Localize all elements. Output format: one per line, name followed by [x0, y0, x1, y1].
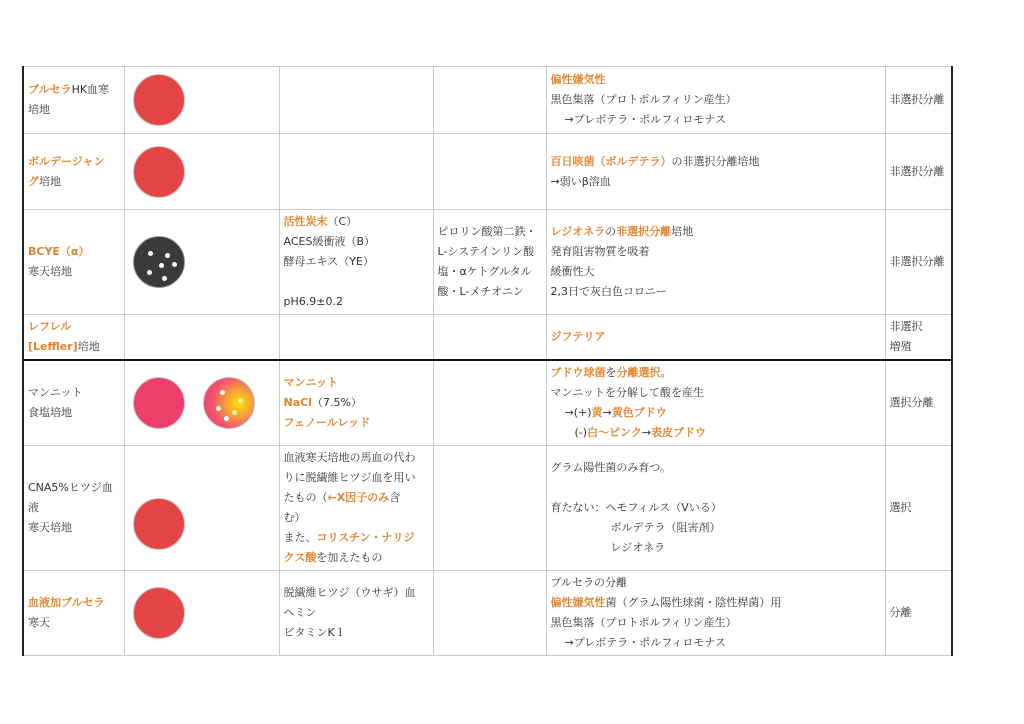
- colony-dot: [159, 263, 164, 268]
- table-row: [23, 360, 952, 446]
- plate-cell: [124, 315, 279, 361]
- medium-name: マンニット: [28, 386, 83, 399]
- medium-name: 寒天培地: [28, 521, 72, 534]
- note-text: →: [602, 406, 612, 419]
- note-text: ブドウ球菌: [550, 366, 606, 379]
- note-line: 黒色集落（プロトポルフィリン産生）: [550, 616, 737, 629]
- medium-name: レフレル: [28, 320, 72, 333]
- additives-cell: [433, 571, 546, 656]
- purpose-line: 非選択: [889, 320, 923, 333]
- table-row: [23, 210, 952, 315]
- note-line: →プレボテラ・ポルフィロモナス: [564, 636, 726, 649]
- component-line: む）: [283, 511, 306, 524]
- additives-cell: [433, 67, 546, 134]
- note-line: 2,3日で灰白色コロニー: [550, 285, 667, 298]
- note-line: グラム陽性菌のみ育つ。: [550, 461, 671, 474]
- plate-cell: [124, 360, 279, 446]
- note-text: の: [605, 225, 617, 238]
- table-row: [23, 315, 952, 361]
- component-text: また、: [283, 531, 317, 544]
- component-line: りに脱繊維ヒツジ血を用い: [283, 471, 416, 484]
- component-line: 血液寒天培地の馬血の代わ: [283, 451, 416, 464]
- note-text: の非選択分離培地: [671, 154, 760, 168]
- medium-name: HK血寒: [71, 83, 110, 96]
- note-line: 偏性嫌気性: [550, 73, 606, 86]
- colony-dot: [232, 410, 237, 415]
- medium-name: 寒天培地: [28, 265, 72, 278]
- colony-dot: [148, 251, 153, 256]
- medium-name-cell: [23, 67, 124, 134]
- note-line: ボルデテラ（阻害剤）: [610, 521, 721, 534]
- table-row: [23, 571, 952, 656]
- medium-name-cell: [23, 315, 124, 361]
- note-text: 非選択分離: [616, 225, 672, 238]
- petri-dish-image: [133, 146, 185, 198]
- component-text: ←X因子のみ: [327, 491, 390, 504]
- purpose-cell: 分離: [885, 571, 952, 656]
- components-cell: [279, 210, 433, 315]
- medium-name: ブルセラ: [28, 83, 72, 96]
- medium-name: ボルデージャン: [28, 154, 105, 168]
- note-line: 緩衝性大: [550, 265, 595, 278]
- note-text: 分離選択: [616, 366, 661, 379]
- colony-dot: [224, 416, 229, 421]
- purpose-cell: 非選択分離: [885, 134, 952, 210]
- table-row: [23, 134, 952, 210]
- component-text: 活性炭末: [283, 215, 328, 228]
- purpose-cell: 非選択分離: [885, 67, 952, 134]
- medium-name: 培地: [39, 174, 61, 188]
- petri-dish-positive-image: [203, 377, 255, 429]
- component-text: （7.5%）: [311, 396, 362, 409]
- note-text: 。: [660, 366, 672, 379]
- notes-cell: [546, 446, 885, 571]
- purpose-cell: 選択: [885, 446, 952, 571]
- medium-name-cell: [23, 210, 124, 315]
- note-line: →プレボテラ・ポルフィロモナス: [564, 113, 726, 126]
- note-text: レジオネラ: [550, 225, 606, 238]
- petri-dish-image: [133, 587, 185, 639]
- components-cell: [279, 360, 433, 446]
- plate-cell: [124, 571, 279, 656]
- note-text: →(+): [564, 406, 592, 419]
- petri-dish-image: [133, 236, 185, 288]
- note-text: 培地: [671, 225, 694, 238]
- component-line: マンニット: [283, 376, 339, 389]
- notes-cell: [546, 571, 885, 656]
- note-text: 白～ピンク: [587, 426, 642, 439]
- plate-cell: [124, 67, 279, 134]
- component-line: ビタミンK１: [283, 626, 346, 639]
- component-text: NaCl: [283, 396, 312, 409]
- components-cell: [279, 446, 433, 571]
- plate-cell: [124, 446, 279, 571]
- medium-name: BCYE（α）: [28, 245, 90, 258]
- note-line: →弱いβ溶血: [550, 174, 611, 188]
- component-line: ACES緩衝液（B）: [283, 235, 375, 248]
- component-text: （C）: [327, 215, 358, 228]
- note-text: (-): [574, 426, 588, 439]
- notes-cell: [546, 360, 885, 446]
- note-text: 偏性嫌気性: [550, 596, 606, 609]
- note-line: レジオネラ: [610, 541, 666, 554]
- medium-name: 培地: [28, 103, 50, 116]
- colony-dot: [238, 398, 243, 403]
- additives-cell: [433, 210, 546, 315]
- component-text: を加えたもの: [316, 551, 383, 564]
- plate-cell: [124, 134, 279, 210]
- medium-name: 寒天: [28, 616, 50, 629]
- colony-dot: [172, 262, 177, 267]
- colony-dot: [216, 406, 221, 411]
- note-text: 表皮ブドウ: [651, 426, 707, 439]
- note-text: 黄: [591, 406, 603, 419]
- component-text: たもの（: [283, 491, 328, 504]
- medium-name: グ: [28, 174, 39, 188]
- components-cell: [279, 315, 433, 361]
- components-cell: [279, 571, 433, 656]
- additives-cell: [433, 446, 546, 571]
- additives-cell: [433, 134, 546, 210]
- note-text: 黄色ブドウ: [611, 406, 667, 419]
- petri-dish-image: [133, 377, 185, 429]
- purpose-cell: 非選択分離: [885, 210, 952, 315]
- medium-name: 食塩培地: [28, 406, 72, 419]
- petri-dish-image: [133, 74, 185, 126]
- additives-cell: [433, 315, 546, 361]
- table-row: [23, 67, 952, 134]
- note-text: 百日咳菌（ボルデテラ）: [550, 154, 672, 168]
- component-text: 含: [389, 491, 401, 504]
- purpose-cell: [885, 315, 952, 361]
- plate-cell: [124, 210, 279, 315]
- note-line: 黒色集落（プロトポルフィリン産生）: [550, 93, 737, 106]
- notes-cell: [546, 67, 885, 134]
- note-text: を: [605, 366, 617, 379]
- additives-text: ピロリン酸第二鉄・L-システインリン酸塩・αケトグルタル酸・L-メチオニン: [437, 225, 537, 298]
- component-line: 酵母エキス（YE）: [283, 255, 374, 268]
- medium-name-cell: [23, 360, 124, 446]
- notes-cell: [546, 210, 885, 315]
- medium-name-cell: [23, 134, 124, 210]
- colony-dot: [165, 253, 170, 258]
- component-text: クス酸: [283, 551, 317, 564]
- notes-cell: [546, 315, 885, 361]
- component-line: ヘミン: [283, 606, 317, 619]
- table-row: [23, 446, 952, 571]
- medium-name-cell: [23, 446, 124, 571]
- purpose-cell: 選択分離: [885, 360, 952, 446]
- note-line: マンニットを分解して酸を産生: [550, 386, 705, 399]
- note-text: 菌（グラム陽性球菌・陰性桿菌）用: [605, 596, 782, 609]
- medium-name-cell: [23, 571, 124, 656]
- media-table: [22, 66, 953, 656]
- colony-dot: [147, 270, 152, 275]
- medium-name: 培地: [77, 340, 100, 353]
- note-text: →: [641, 426, 652, 439]
- colony-dot: [162, 276, 167, 281]
- medium-name: 血液加ブルセラ: [28, 596, 105, 609]
- note-line: 発育阻害物質を吸着: [550, 245, 650, 258]
- additives-cell: [433, 360, 546, 446]
- component-text: コリスチン・ナリジ: [316, 531, 415, 544]
- note-line: ブルセラの分離: [550, 576, 628, 589]
- medium-name: [Leffler]: [28, 340, 78, 353]
- components-cell: [279, 134, 433, 210]
- medium-name: 液: [28, 501, 39, 514]
- note-line: 育たない：ヘモフィルス（Vいる）: [550, 501, 722, 514]
- note-line: ジフテリア: [550, 330, 606, 343]
- components-cell: [279, 67, 433, 134]
- component-line: pH6.9±0.2: [283, 295, 343, 308]
- medium-name: CNA5%ヒツジ血: [28, 481, 113, 494]
- component-line: 脱繊維ヒツジ（ウサギ）血: [283, 586, 416, 599]
- petri-dish-image: [133, 498, 185, 550]
- notes-cell: [546, 134, 885, 210]
- component-line: フェノールレッド: [283, 416, 371, 429]
- colony-dot: [220, 390, 225, 395]
- purpose-line: 増殖: [889, 340, 912, 353]
